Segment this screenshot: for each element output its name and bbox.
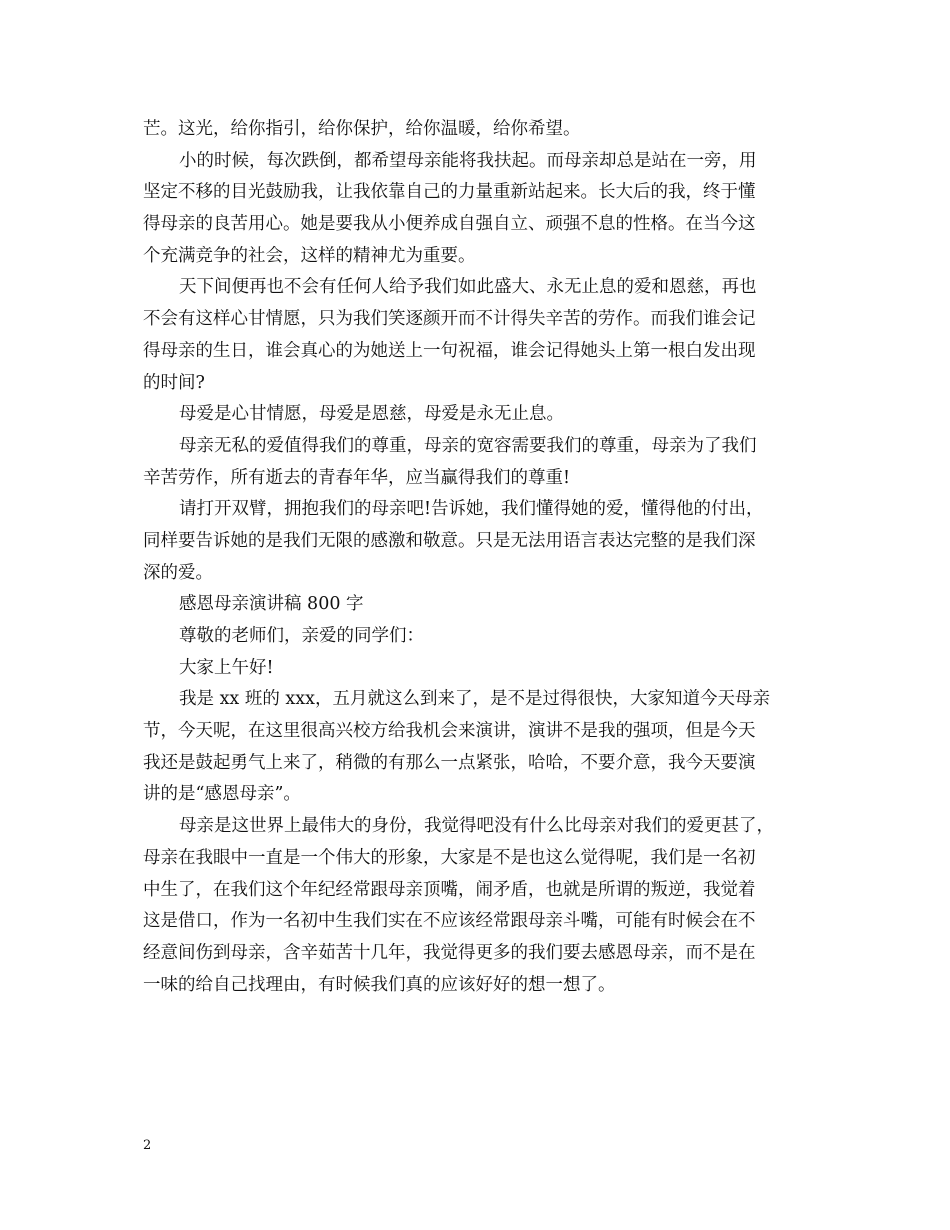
text-line: 中生了，在我们这个年纪经常跟母亲顶嘴，闹矛盾，也就是所谓的叛逆，我觉着 bbox=[143, 879, 756, 900]
text-line: 小的时候，每次跌倒，都希望母亲能将我扶起。而母亲却总是站在一旁，用 bbox=[179, 150, 757, 171]
text-line: 大家上午好! bbox=[179, 657, 274, 678]
text-line: 母爱是心甘情愿，母爱是恩慈，母爱是永无止息。 bbox=[179, 404, 564, 425]
text-line: 得母亲的生日，谁会真心的为她送上一句祝福，谁会记得她头上第一根白发出现 bbox=[143, 340, 756, 361]
text-line: 这是借口，作为一名初中生我们实在不应该经常跟母亲斗嘴，可能有时候会在不 bbox=[143, 911, 756, 932]
text-line: 讲的是“感恩母亲”。 bbox=[143, 784, 301, 805]
text-line: 我是 xx 班的 xxx，五月就这么到来了，是不是过得很快，大家知道今天母亲 bbox=[179, 689, 771, 710]
text-line: 深的爱。 bbox=[143, 562, 213, 583]
text-line: 经意间伤到母亲，含辛茹苦十几年，我觉得更多的我们要去感恩母亲，而不是在 bbox=[143, 942, 756, 963]
text-line: 坚定不移的目光鼓励我，让我依靠自己的力量重新站起来。长大后的我，终于懂 bbox=[143, 182, 756, 203]
text-line: 节，今天呢，在这里很高兴校方给我机会来演讲，演讲不是我的强项，但是今天 bbox=[143, 721, 756, 742]
text-line: 同样要告诉她的是我们无限的感激和敬意。只是无法用语言表达完整的是我们深 bbox=[143, 530, 756, 551]
text-line: 一味的给自己找理由，有时候我们真的应该好好的想一想了。 bbox=[143, 974, 616, 995]
text-line: 的时间? bbox=[143, 372, 205, 393]
text-line: 不会有这样心甘情愿，只为我们笑逐颜开而不计得失辛苦的劳作。而我们谁会记 bbox=[143, 309, 756, 330]
document-body bbox=[143, 114, 815, 1001]
page-number: 2 bbox=[143, 1138, 152, 1153]
text-line: 天下间便再也不会有任何人给予我们如此盛大、永无止息的爱和恩慈，再也 bbox=[179, 277, 757, 298]
text-line: 得母亲的良苦用心。她是要我从小便养成自强自立、顽强不息的性格。在当今这 bbox=[143, 214, 756, 235]
text-line: 我还是鼓起勇气上来了，稍微的有那么一点紧张，哈哈，不要介意，我今天要演 bbox=[143, 752, 756, 773]
text-line: 母亲在我眼中一直是一个伟大的形象，大家是不是也这么觉得呢，我们是一名初 bbox=[143, 847, 756, 868]
text-line: 请打开双臂，拥抱我们的母亲吧!告诉她，我们懂得她的爱，懂得他的付出， bbox=[179, 499, 764, 520]
text-line: 尊敬的老师们，亲爱的同学们： bbox=[179, 626, 424, 646]
text-line: 辛苦劳作，所有逝去的青春年华，应当赢得我们的尊重! bbox=[143, 467, 571, 488]
text-line: 个充满竞争的社会，这样的精神尤为重要。 bbox=[143, 245, 476, 266]
text-line: 感恩母亲演讲稿 800 字 bbox=[179, 594, 364, 615]
text-line: 母亲是这世界上最伟大的身份，我觉得吧没有什么比母亲对我们的爱更甚了， bbox=[179, 816, 774, 837]
text-line: 母亲无私的爱值得我们的尊重，母亲的宽容需要我们的尊重，母亲为了我们 bbox=[179, 435, 757, 456]
text-line: 芒。这光，给你指引，给你保护，给你温暖，给你希望。 bbox=[143, 119, 581, 139]
